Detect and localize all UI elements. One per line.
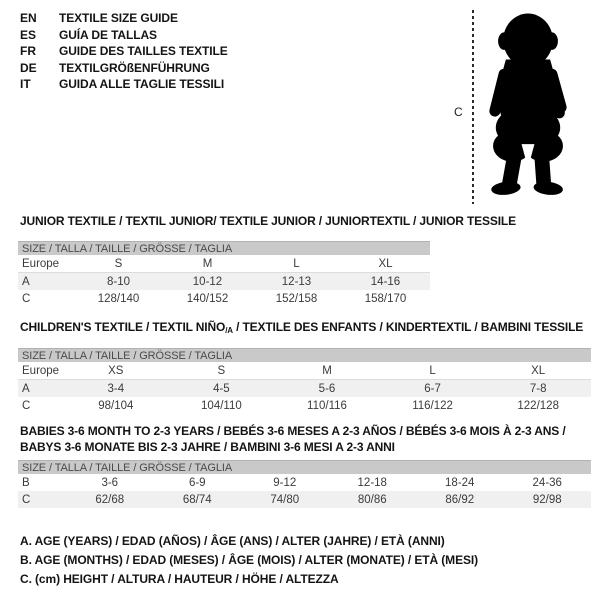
age-years-row <box>18 380 591 398</box>
value-cell: 18-24 <box>445 476 475 489</box>
value-cell: 152/158 <box>275 292 318 305</box>
language-row-en <box>20 10 228 27</box>
language-row-it <box>20 76 228 93</box>
value-cell: 68/74 <box>182 493 212 506</box>
value-cell: 3-6 <box>101 476 119 489</box>
value-cell: 12-13 <box>281 275 312 288</box>
value-cell: 98/104 <box>98 399 134 412</box>
value-cell: 8-10 <box>106 275 131 288</box>
size-cell: XS <box>63 362 169 380</box>
value-cell: 128/140 <box>97 292 140 305</box>
value-cell: 140/152 <box>186 292 229 305</box>
value-cell: 92/98 <box>532 493 562 506</box>
value-cell: 62/68 <box>95 493 125 506</box>
size-header-row <box>18 242 430 256</box>
europe-sizes-row <box>18 362 591 380</box>
row-label: C <box>22 292 31 305</box>
value-cell: 86/92 <box>445 493 475 506</box>
age-years-row <box>18 273 430 291</box>
children-title-part: CHILDREN'S TEXTILE / TEXTIL NIÑO <box>20 320 226 334</box>
language-title: GUIDE DES TAILLES TEXTILE <box>59 44 228 59</box>
value-cell: 5-6 <box>318 382 336 395</box>
value-cell: 104/110 <box>201 399 242 412</box>
row-label: A <box>22 275 30 288</box>
language-code: IT <box>20 77 31 92</box>
language-title: TEXTILE SIZE GUIDE <box>59 11 178 26</box>
footnote-age-years: A. AGE (YEARS) / EDAD (AÑOS) / ÂGE (ANS) / ALTER (JAHRE) / ETÀ (ANNI) <box>20 534 445 548</box>
children-size-table <box>18 348 591 414</box>
babies-table-title-line2: BABYS 3-6 MONATE BIS 2-3 JAHRE / BAMBINI 3-6 MESI A 2-3 ANNI <box>20 440 395 454</box>
size-header: SIZE / TALLA / TAILLE / GRÖSSE / TAGLIA <box>18 349 591 363</box>
language-row-de <box>20 60 228 77</box>
height-cm-row <box>18 491 591 508</box>
language-row-fr <box>20 43 228 60</box>
size-cell: S <box>74 255 163 273</box>
language-title: GUÍA DE TALLAS <box>59 27 157 42</box>
value-cell: 9-12 <box>273 476 297 489</box>
value-cell: 80/86 <box>357 493 387 506</box>
height-measure-dashed-line <box>472 10 474 204</box>
language-code: FR <box>20 44 36 59</box>
language-row-es <box>20 27 228 44</box>
language-code: ES <box>20 27 37 42</box>
value-cell: 110/116 <box>307 399 347 412</box>
size-cell: M <box>163 255 252 273</box>
row-label: Europe <box>18 255 74 273</box>
size-header: SIZE / TALLA / TAILLE / GRÖSSE / TAGLIA <box>18 461 591 475</box>
size-header-row <box>18 461 591 475</box>
size-cell: L <box>380 362 486 380</box>
value-cell: 24-36 <box>532 476 562 489</box>
size-cell: M <box>274 362 380 380</box>
size-header: SIZE / TALLA / TAILLE / GRÖSSE / TAGLIA <box>18 242 430 256</box>
row-label: C <box>22 493 31 506</box>
height-marker-label: C <box>454 105 463 119</box>
children-title-part: / TEXTILE DES ENFANTS / KINDERTEXTIL / BAMBINI TESSILE <box>232 320 584 334</box>
language-code: EN <box>20 11 37 26</box>
babies-table-title-line1: BABIES 3-6 MONTH TO 2-3 YEARS / BEBÉS 3-6 MESES A 2-3 AÑOS / BÉBÉS 3-6 MOIS À 2-3 ANS / <box>20 424 566 438</box>
size-header-row <box>18 349 591 363</box>
value-cell: 12-18 <box>357 476 387 489</box>
language-title: TEXTILGRÖßENFÜHRUNG <box>59 60 210 75</box>
value-cell: 74/80 <box>270 493 300 506</box>
row-label: A <box>22 382 30 395</box>
language-code: DE <box>20 60 37 75</box>
children-title-subscript: /A <box>225 326 233 335</box>
babies-size-table <box>18 460 591 508</box>
value-cell: 122/128 <box>517 399 559 412</box>
size-cell: XL <box>485 362 591 380</box>
size-cell: L <box>252 255 341 273</box>
row-label: B <box>22 476 30 489</box>
value-cell: 6-7 <box>424 382 441 395</box>
europe-sizes-row <box>18 255 430 273</box>
height-cm-row <box>18 290 430 307</box>
language-list <box>20 10 228 93</box>
row-label: C <box>22 399 31 412</box>
junior-size-table <box>18 241 430 307</box>
row-label: Europe <box>18 362 63 380</box>
size-cell: S <box>169 362 275 380</box>
value-cell: 158/170 <box>364 292 407 305</box>
value-cell: 6-9 <box>188 476 206 489</box>
footnote-height-cm: C. (cm) HEIGHT / ALTURA / HAUTEUR / HÖHE / ALTEZZA <box>20 572 339 586</box>
value-cell: 3-4 <box>107 382 125 395</box>
children-table-title <box>20 320 583 335</box>
junior-table-title: JUNIOR TEXTILE / TEXTIL JUNIOR/ TEXTILE JUNIOR / JUNIORTEXTIL / JUNIOR TESSILE <box>20 214 516 228</box>
baby-silhouette-image <box>482 6 574 206</box>
value-cell: 10-12 <box>192 275 223 288</box>
value-cell: 14-16 <box>370 275 401 288</box>
size-cell: XL <box>341 255 430 273</box>
value-cell: 116/122 <box>412 399 453 412</box>
value-cell: 7-8 <box>529 382 547 395</box>
language-title: GUIDA ALLE TAGLIE TESSILI <box>59 77 225 92</box>
value-cell: 4-5 <box>213 382 230 395</box>
footnote-age-months: B. AGE (MONTHS) / EDAD (MESES) / ÂGE (MOIS) / ALTER (MONATE) / ETÀ (MESI) <box>20 553 479 567</box>
age-months-row <box>18 474 591 491</box>
height-cm-row <box>18 397 591 414</box>
